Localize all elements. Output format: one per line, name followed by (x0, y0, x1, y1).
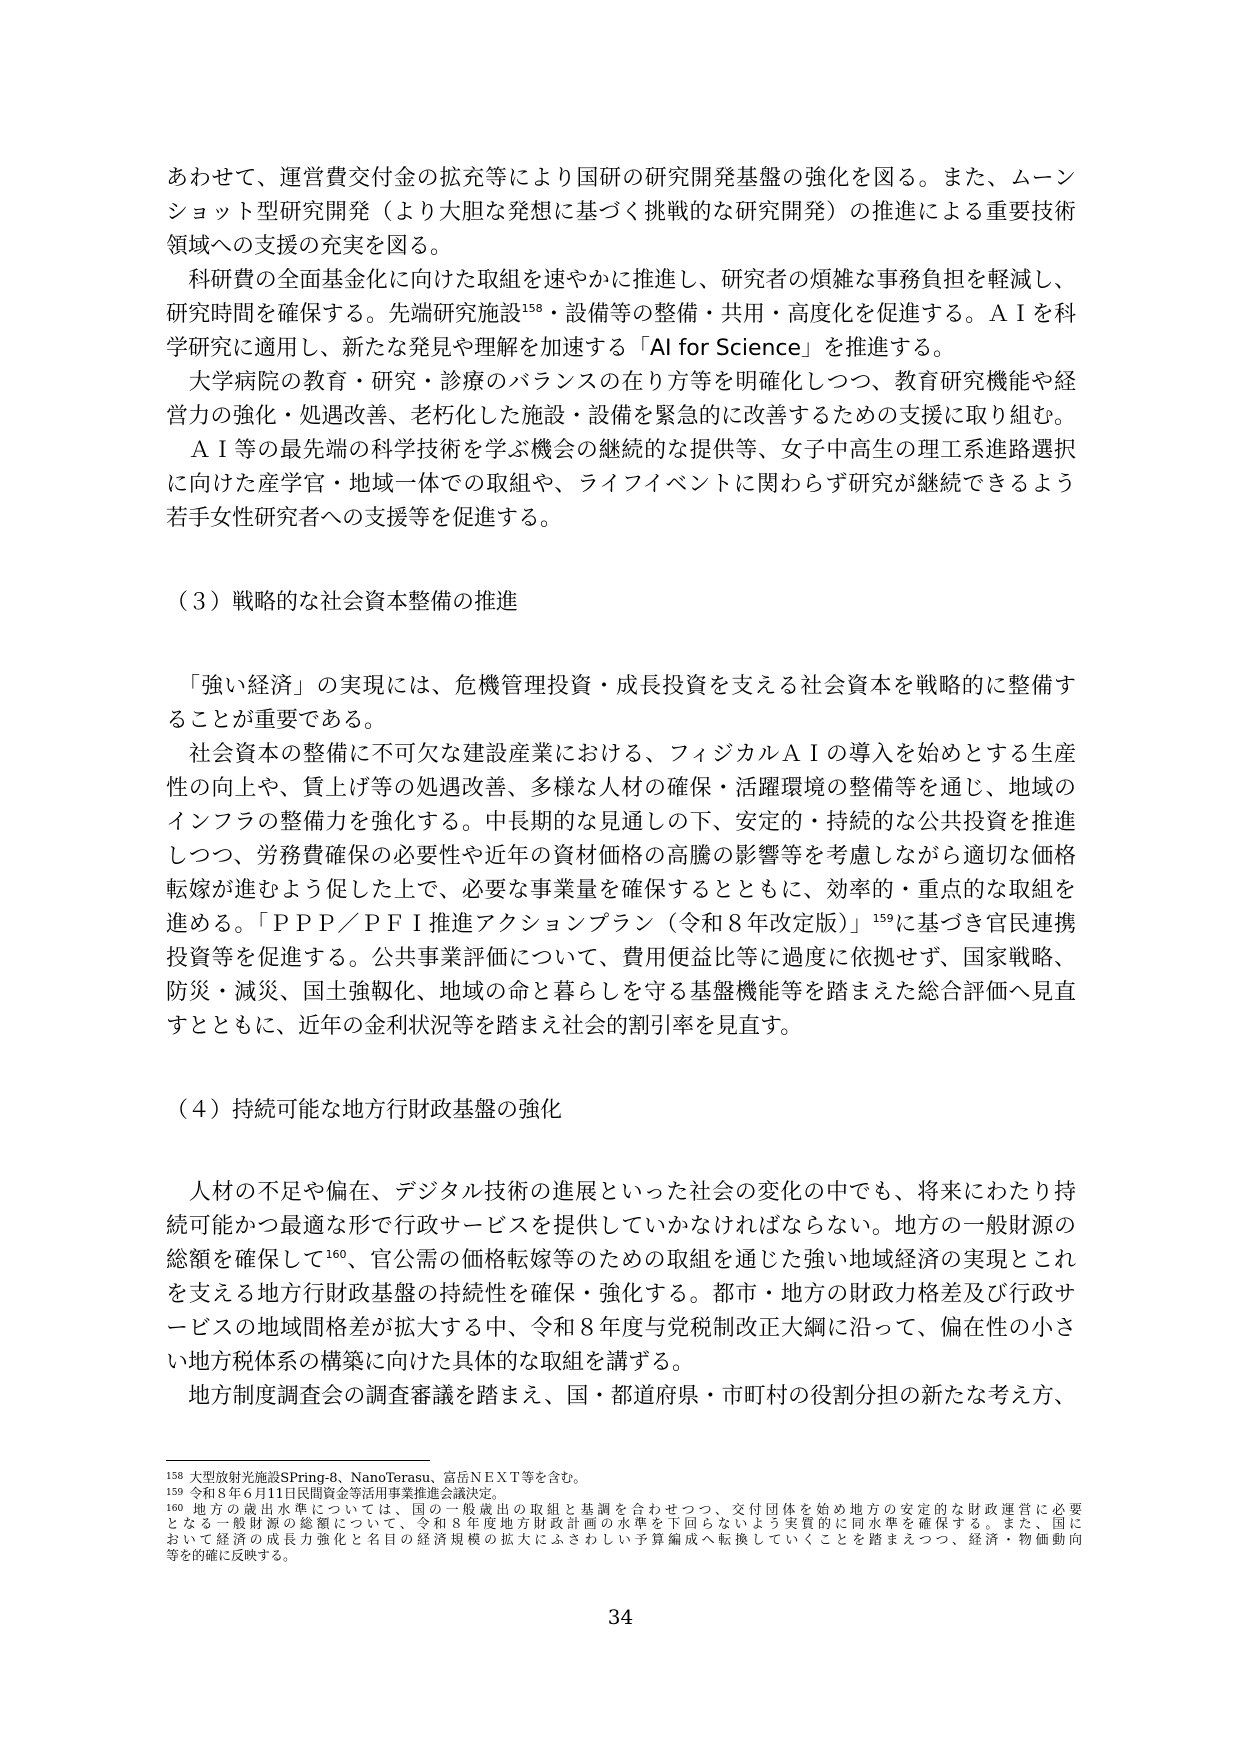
body-text: 、官公需の価格転嫁等のための取組を通じた強い地域経済の実現とこれ (346, 1248, 1076, 1273)
page-number: 34 (607, 1605, 634, 1629)
body-paragraph-line: 転嫁が進むよう促した上で、必要な事業量を確保するとともに、効率的・重点的な取組を (166, 878, 1076, 903)
body-paragraph-line: 科研費の全面基金化に向けた取組を速やかに推進し、研究者の煩雑な事務負担を軽減し、 (166, 268, 1076, 293)
body-paragraph-line (166, 1244, 1076, 1278)
footnote-separator (166, 1460, 430, 1461)
body-paragraph-line: 「強い経済」の実現には、危機管理投資・成長投資を支える社会資本を戦略的に整備す (166, 674, 1076, 699)
footnote-ref-160: 160 (325, 1248, 347, 1261)
body-paragraph-line: ショット型研究開発（より大胆な発想に基づく挑戦的な研究開発）の推進による重要技術 (166, 200, 1076, 225)
body-paragraph-line: 領域への支援の充実を図る。 (166, 234, 453, 259)
body-paragraph-line: 防災・減災、国土強靱化、地域の命と暮らしを守る基盤機能等を踏まえた総合評価へ見直 (166, 980, 1076, 1005)
footnote-text: 令和８年６月11日民間資金等活用事業推進会議決定。 (189, 1487, 505, 1501)
body-paragraph-line: 人材の不足や偏在、デジタル技術の進展といった社会の変化の中でも、将来にわたり持 (166, 1180, 1076, 1205)
body-paragraph-line (166, 908, 1076, 942)
body-paragraph-line: しつつ、労務費確保の必要性や近年の資材価格の高騰の影響等を考慮しながら適切な価格 (166, 844, 1076, 869)
body-paragraph-line: 若手女性研究者への支援等を促進する。 (166, 506, 563, 531)
footnote-160-line: となる一般財源の総額について、令和８年度地方財政計画の水準を下回らないよう実質的に同水準を確保する。また、国に (166, 1517, 1082, 1532)
body-paragraph-line: インフラの整備力を強化する。中長期的な見通しの下、安定的・持続的な公共投資を推進 (166, 810, 1076, 835)
body-paragraph-line: ＡＩ等の最先端の科学技術を学ぶ機会の継続的な提供等、女子中高生の理工系進路選択 (166, 438, 1076, 463)
body-paragraph-line: 営力の強化・処遇改善、老朽化した施設・設備を緊急的に改善するための支援に取り組む。 (166, 404, 1076, 429)
body-text: に基づき官民連携 (893, 912, 1076, 937)
body-paragraph-line: あわせて、運営費交付金の拡充等により国研の研究開発基盤の強化を図る。また、ムーン (166, 166, 1076, 191)
footnote-160-line: 等を的確に反映する。 (166, 1549, 297, 1564)
body-paragraph-line: 続可能かつ最適な形で行政サービスを提供していかなければならない。地方の一般財源の (166, 1214, 1076, 1239)
body-paragraph-line: い地方税体系の構築に向けた具体的な取組を講ずる。 (166, 1350, 695, 1375)
section-heading-4: （４）持続可能な地方行財政基盤の強化 (166, 1098, 563, 1123)
body-paragraph-line: 地方制度調査会の調査審議を踏まえ、国・都道府県・市町村の役割分担の新たな考え方、 (166, 1384, 1076, 1409)
body-paragraph-line: 投資等を促進する。公共事業評価について、費用便益比等に過度に依拠せず、国家戦略、 (166, 946, 1076, 971)
body-text: ・設備等の整備・共用・高度化を促進する。ＡＩを科 (542, 302, 1076, 327)
footnote-text: 大型放射光施設SPring-8、NanoTerasu、富岳ＮＥＸＴ等を含む。 (189, 1471, 587, 1485)
body-text: 進める。「ＰＰＰ／ＰＦＩ推進アクションプラン（令和８年改定版）」 (166, 912, 873, 937)
body-paragraph-line: を支える地方行財政基盤の持続性を確保・強化する。都市・地方の財政力格差及び行政サ (166, 1282, 1076, 1307)
footnote-158 (166, 1469, 1082, 1485)
body-paragraph-line: すとともに、近年の金利状況等を踏まえ社会的割引率を見直す。 (166, 1014, 803, 1039)
footnote-number: 160 (166, 1504, 184, 1514)
body-paragraph-line: 性の向上や、賃上げ等の処遇改善、多様な人材の確保・活躍環境の整備等を通じ、地域の (166, 776, 1076, 801)
body-paragraph-line: に向けた産学官・地域一体での取組や、ライフイベントに関わらず研究が継続できるよう (166, 472, 1076, 497)
body-paragraph-line: 大学病院の教育・研究・診療のバランスの在り方等を明確化しつつ、教育研究機能や経 (166, 370, 1076, 395)
footnote-text: 地方の歳出水準については、国の一般歳出の取組と基調を合わせつつ、交付団体を始め地方の安定的な財政運営に必要 (189, 1503, 1082, 1517)
footnote-160-line: おいて経済の成長力強化と名目の経済規模の拡大にふさわしい予算編成へ転換していくことを踏まえつつ、経済・物価動向 (166, 1533, 1082, 1548)
footnote-159 (166, 1485, 1082, 1501)
footnote-number: 159 (166, 1488, 184, 1498)
body-paragraph-line: ービスの地域間格差が拡大する中、令和８年度与党税制改正大綱に沿って、偏在性の小さ (166, 1316, 1076, 1341)
footnote-ref-159: 159 (872, 912, 894, 925)
footnote-ref-158: 158 (521, 302, 543, 315)
footnote-160 (166, 1501, 1082, 1517)
body-paragraph-line (166, 298, 1076, 332)
section-heading-3: （３）戦略的な社会資本整備の推進 (166, 590, 519, 615)
body-text: 研究時間を確保する。先端研究施設 (166, 302, 522, 327)
body-paragraph-line: 学研究に適用し、新たな発見や理解を加速する「AI for Science」を推進する。 (166, 336, 956, 361)
footnote-number: 158 (166, 1472, 184, 1482)
body-paragraph-line: 社会資本の整備に不可欠な建設産業における、フィジカルＡＩの導入を始めとする生産 (166, 742, 1076, 767)
body-paragraph-line: ることが重要である。 (166, 708, 387, 733)
body-text: 総額を確保して (166, 1248, 326, 1273)
